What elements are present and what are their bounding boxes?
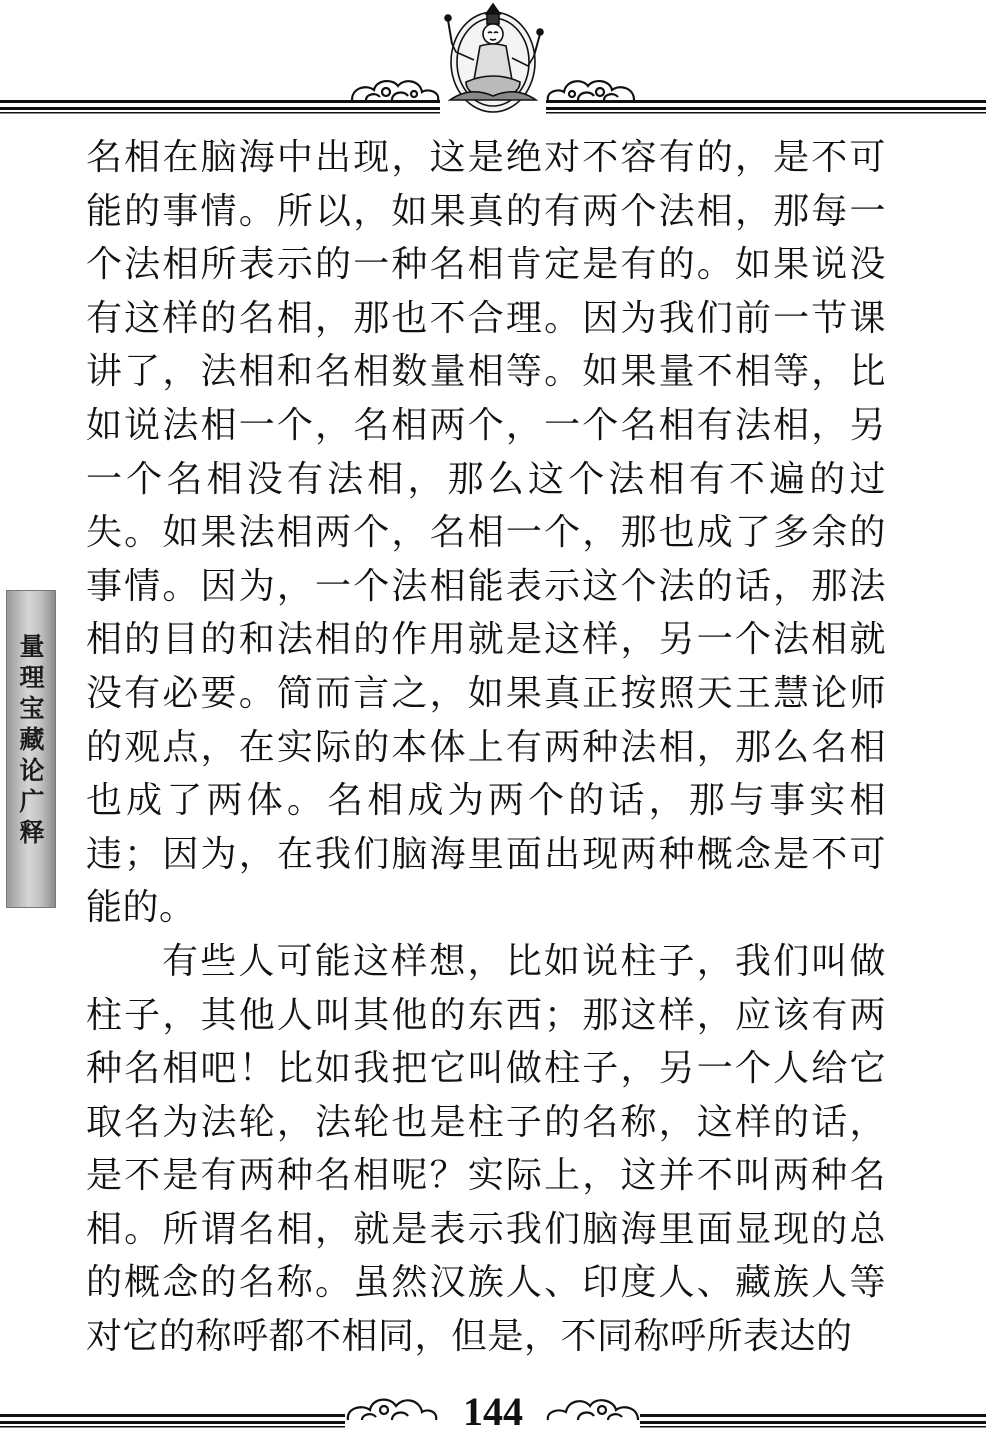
header-rule-lines bbox=[0, 0, 986, 125]
paragraph-2: 有些人可能这样想，比如说柱子，我们叫做柱子，其他人叫其他的东西；那这样，应该有两种名相吧！比如我把它叫做柱子，另一个人给它取名为法轮，法轮也是柱子的名称，这样的话，是不是有两种名相呢？实际上，这并不叫两种名相。所谓名相，就是表示我们脑海里面显现的总的概念的名称。虽然汉族人、印度人、藏族人等对它的称呼都不相同，但是，不同称呼所表达的 bbox=[86, 940, 886, 1358]
main-text-block bbox=[86, 131, 886, 1364]
deity-figure-icon bbox=[445, 4, 543, 112]
side-book-title-tab bbox=[6, 590, 56, 908]
page-header-ornament bbox=[0, 0, 986, 125]
cloud-ornament-icon bbox=[352, 81, 438, 100]
cloud-ornament-icon bbox=[548, 1400, 638, 1420]
cloud-ornament-icon bbox=[548, 81, 634, 100]
page-number: 144 bbox=[463, 1389, 523, 1434]
paragraph-1: 名相在脑海中出现，这是绝对不容有的，是不可能的事情。所以，如果真的有两个法相，那每一个法相所表示的一种名相肯定是有的。如果说没有这样的名相，那也不合理。因为我们前一节课讲了，法相和名相数量相等。如果量不相等，比如说法相一个，名相两个，一个名相有法相，另一个名相没有法相，那么这个法相有不遍的过失。如果法相两个，名相一个，那也成了多余的事情。因为，一个法相能表示这个法的话，那法相的目的和法相的作用就是这样，另一个法相就没有必要。简而言之，如果真正按照天王慧论师的观点，在实际的本体上有两种法相，那么名相也成了两体。名相成为两个的话，那与事实相违；因为，在我们脑海里面出现两种概念是不可能的。 bbox=[86, 137, 886, 929]
book-title-vertical: 量理宝藏论广释 bbox=[16, 633, 45, 850]
cloud-ornament-icon bbox=[348, 1400, 436, 1420]
